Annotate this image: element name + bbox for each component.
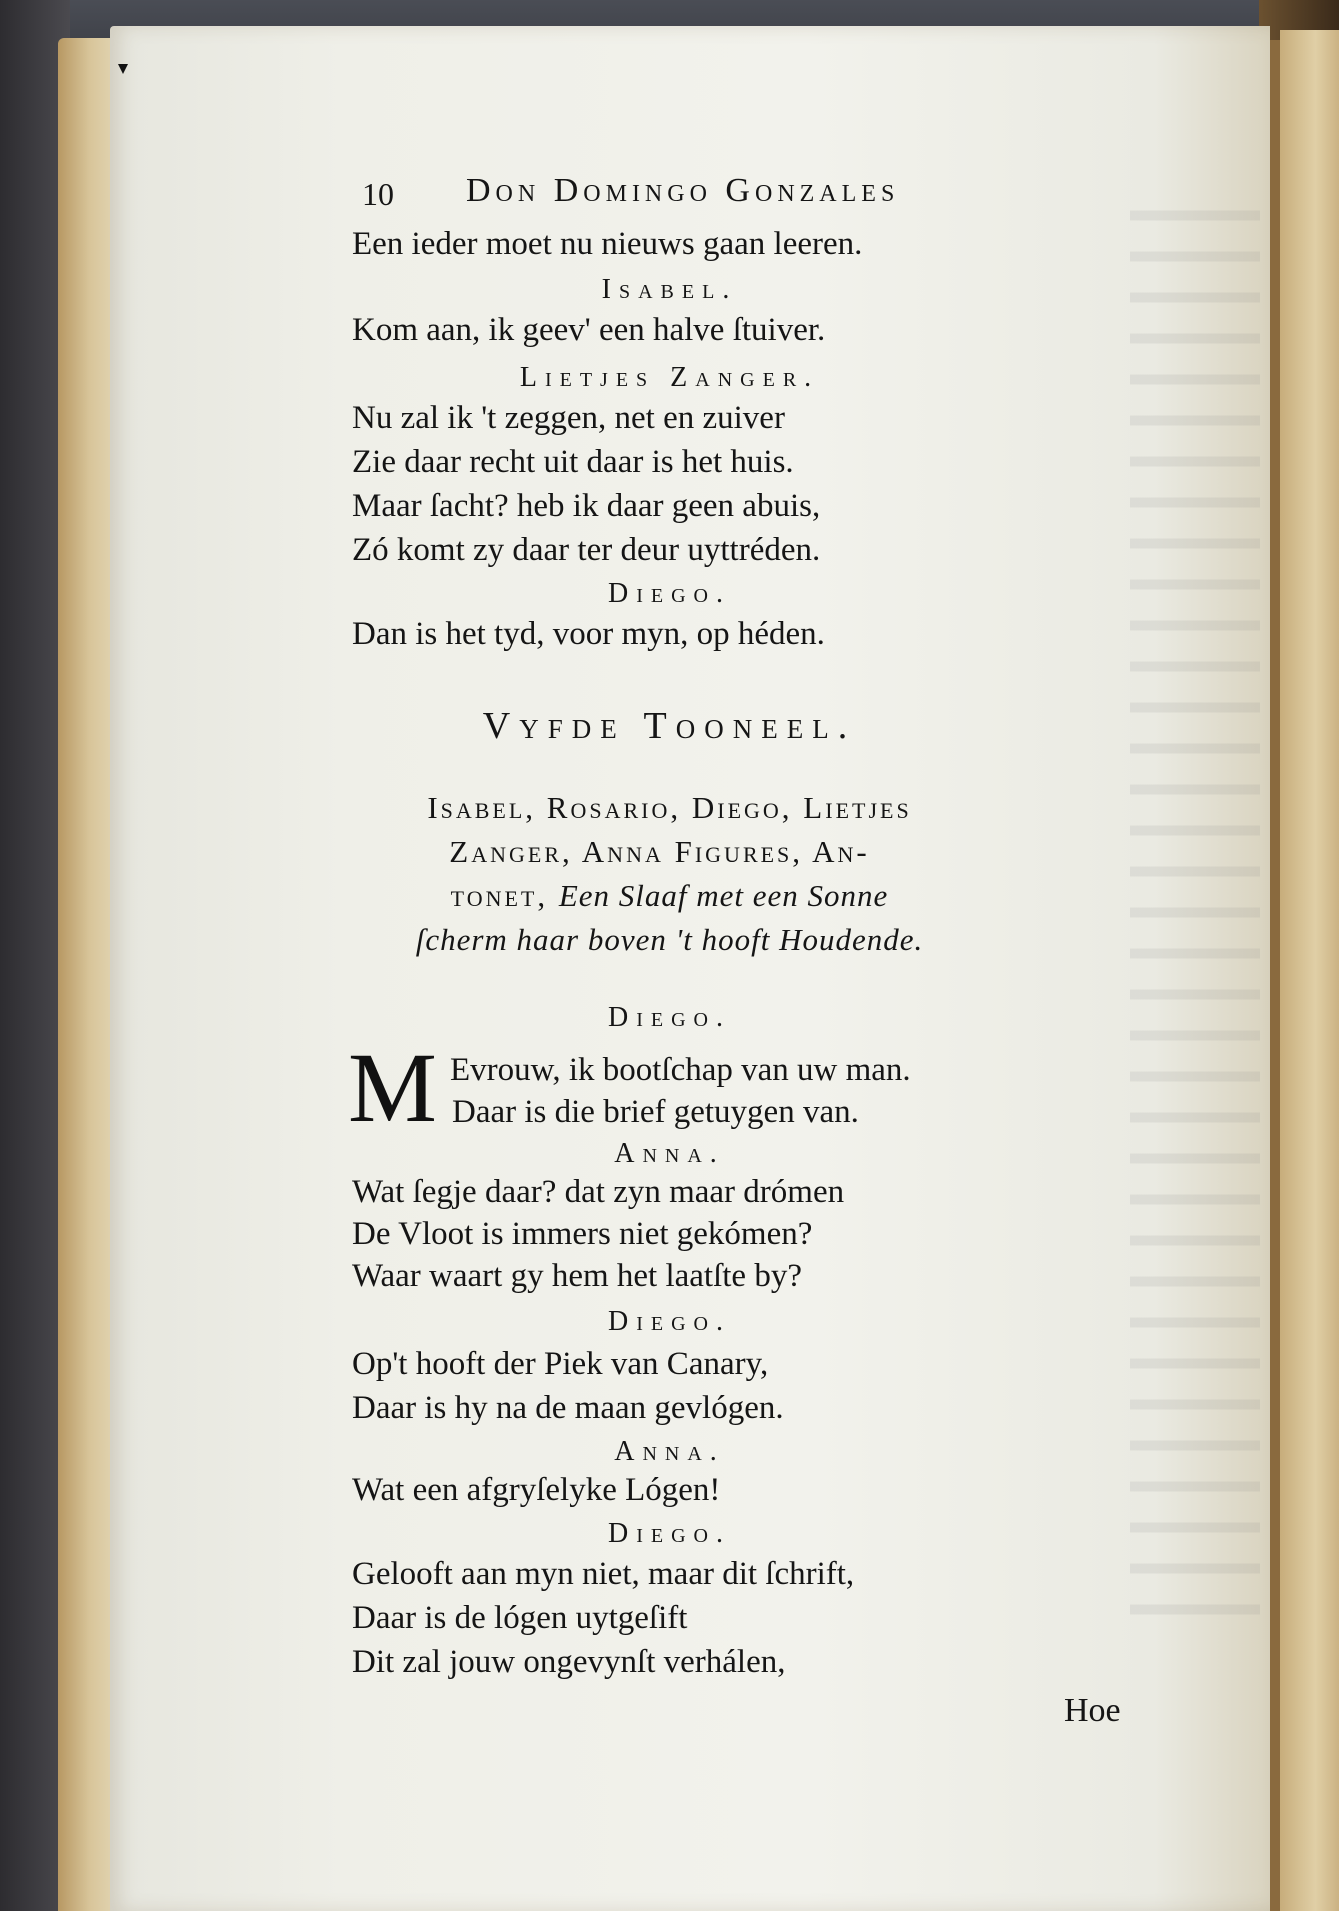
book-page — [110, 26, 1270, 1911]
page-mark-icon — [118, 64, 128, 74]
speaker-name: Diego. — [608, 1002, 731, 1033]
verse-line: Daar is hy na de maan gevlógen. — [352, 1390, 784, 1426]
verse-line: Waar waart gy hem het laatſte by? — [352, 1258, 802, 1294]
verse-line: Zó komt zy daar ter deur uyttréden. — [352, 532, 821, 568]
facing-page-edge — [1280, 30, 1339, 1911]
verse-line: Maar ſacht? heb ik daar geen abuis, — [352, 488, 821, 524]
speaker-name: Anna. — [614, 1138, 725, 1169]
show-through-text — [1130, 190, 1260, 1640]
verse-line: Wat ſegje daar? dat zyn maar drómen — [352, 1174, 845, 1210]
cast-line: Isabel, Rosario, Diego, Lietjes — [427, 790, 912, 825]
speaker-name: Diego. — [608, 1518, 731, 1549]
cast-line-3 — [0, 878, 1339, 914]
verse-line: Gelooft aan myn niet, maar dit ſchrift, — [352, 1556, 855, 1592]
catchword: Hoe — [1064, 1692, 1121, 1729]
verse-line: Op't hooft der Piek van Canary, — [352, 1346, 769, 1382]
verse-line: Daar is die brief getuygen van. — [452, 1094, 859, 1130]
cast-line: tonet, — [450, 878, 549, 913]
verse-line: Dan is het tyd, voor myn, op héden. — [352, 616, 825, 652]
speaker-name: Diego. — [608, 1306, 731, 1337]
cast-italic: ſcherm haar boven 't hooft Houdende. — [415, 922, 924, 957]
scene-title: Vyfde Tooneel. — [482, 705, 857, 747]
cast-italic: Een Slaaf met een Sonne — [558, 878, 889, 913]
verse-line: Wat een afgryſelyke Lógen! — [352, 1472, 721, 1508]
verse-line: Daar is de lógen uytgeſift — [352, 1600, 688, 1636]
speaker-name: Diego. — [608, 578, 731, 609]
verse-line: Een ieder moet nu nieuws gaan leeren. — [352, 226, 863, 262]
running-title: Don Domingo Gonzales — [466, 172, 900, 209]
gutter-strip — [1270, 40, 1280, 1911]
speaker-name: Anna. — [614, 1436, 725, 1467]
verse-line: Zie daar recht uit daar is het huis. — [352, 444, 794, 480]
speaker-name: Lietjes Zanger. — [519, 362, 820, 393]
cast-line: Zanger, Anna Figures, An- — [449, 834, 870, 869]
drop-cap: M — [348, 1032, 437, 1143]
verse-line: Evrouw, ik bootſchap van uw man. — [450, 1052, 911, 1088]
verse-line: Kom aan, ik geev' een halve ſtuiver. — [352, 312, 826, 348]
verse-line: Dit zal jouw ongevynſt verhálen, — [352, 1644, 786, 1680]
verse-line: Nu zal ik 't zeggen, net en zuiver — [352, 400, 785, 436]
speaker-name: Isabel. — [601, 274, 738, 305]
verse-line: De Vloot is immers niet gekómen? — [352, 1216, 813, 1252]
page-number: 10 — [362, 176, 394, 212]
